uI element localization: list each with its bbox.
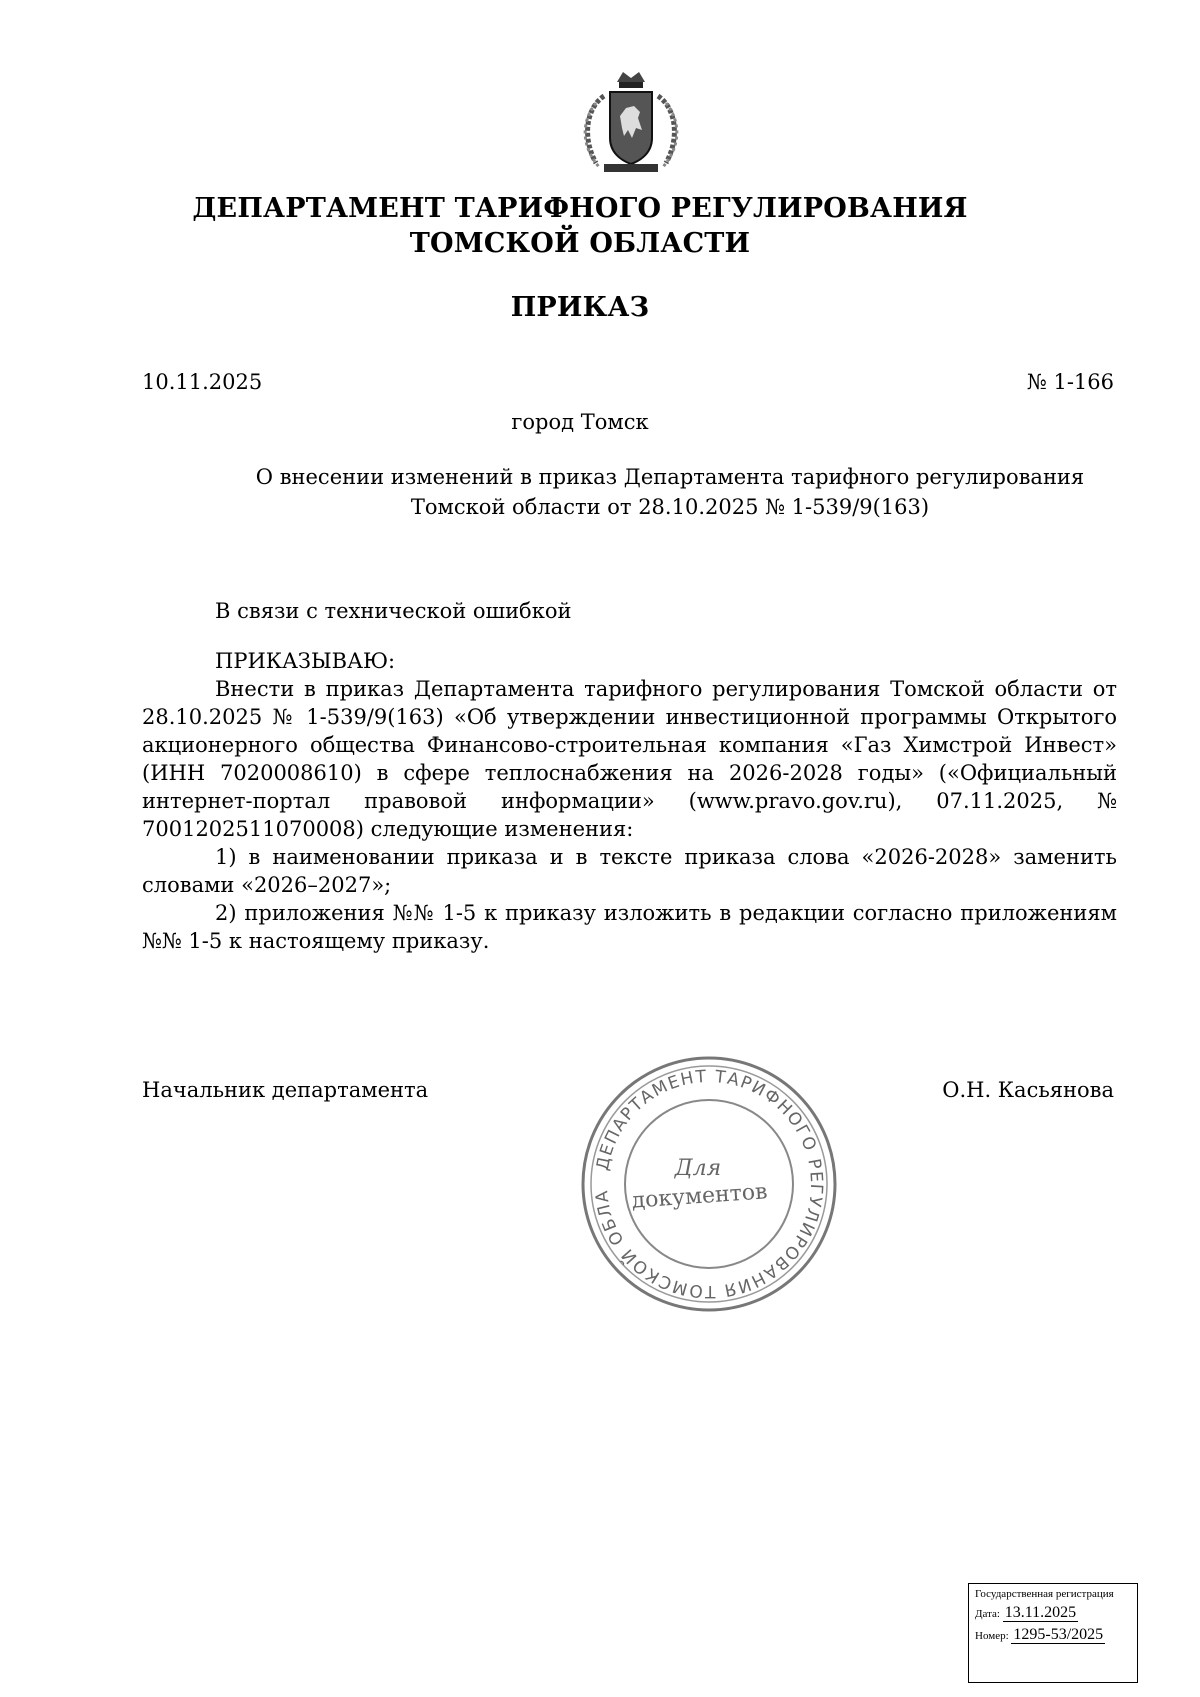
document-body (142, 597, 1117, 955)
organization-title (0, 191, 1160, 261)
svg-text:ДЕПАРТАМЕНТ ТАРИФНОГО РЕГУЛИРО: ДЕПАРТАМЕНТ ТАРИФНОГО РЕГУЛИРОВАНИЯ ТОМСКОЙ ОБЛА (591, 1066, 827, 1302)
coat-of-arms-icon (574, 68, 688, 178)
organization-title-line2: ТОМСКОЙ ОБЛАСТИ (409, 228, 751, 259)
registration-number-label: Номер: (975, 1630, 1009, 1642)
registration-title: Государственная регистрация (975, 1588, 1114, 1600)
item-2: 2) приложения №№ 1-5 к приказу изложить в редакции согласно приложениям №№ 1-5 к настоящему приказу. (142, 901, 1117, 953)
signatory-title: Начальник департамента (142, 1078, 429, 1102)
order-word: ПРИКАЗЫВАЮ: (215, 649, 396, 673)
registration-date-row (975, 1604, 1131, 1622)
registration-date-value: 13.11.2025 (1004, 1604, 1077, 1621)
item-1: 1) в наименовании приказа и в тексте приказа слова «2026-2028» заменить словами «2026–2027»; (142, 845, 1117, 897)
document-subject (220, 462, 1120, 522)
registration-number-value: 1295-53/2025 (1013, 1626, 1104, 1643)
organization-title-line1: ДЕПАРТАМЕНТ ТАРИФНОГО РЕГУЛИРОВАНИЯ (192, 193, 968, 224)
main-paragraph: Внести в приказ Департамента тарифного регулирования Томской области от 28.10.2025 № 1-539/9(163) «Об утверждении инвестиционной программы Открытого акционерного общества Финансово-строительная компания «Газ Химстрой Инвест» (ИНН 7020008610) в сфере теплоснабжения на 2026-2028 годы» («Официальный интернет-портал правовой информации» (www.pravo.gov.ru), 07.11.2025, № 7001202511070008) следующие изменения: (142, 677, 1117, 841)
document-date: 10.11.2025 (142, 370, 263, 394)
subject-line2: Томской области от 28.10.2025 № 1-539/9(163) (410, 495, 930, 519)
official-seal (578, 1053, 840, 1315)
registration-date-label: Дата: (975, 1608, 1000, 1620)
signatory-name: О.Н. Касьянова (942, 1078, 1114, 1102)
svg-text:Для: Для (674, 1156, 722, 1181)
document-city: город Томск (511, 410, 649, 434)
document-type: ПРИКАЗ (510, 292, 650, 323)
subject-line1: О внесении изменений в приказ Департамента тарифного регулирования (255, 465, 1085, 489)
document-number: № 1-166 (1026, 370, 1114, 394)
registration-stamp (968, 1583, 1138, 1683)
svg-text:документов: документов (630, 1179, 769, 1214)
registration-number-row (975, 1626, 1131, 1644)
reason-paragraph: В связи с технической ошибкой (215, 599, 572, 623)
